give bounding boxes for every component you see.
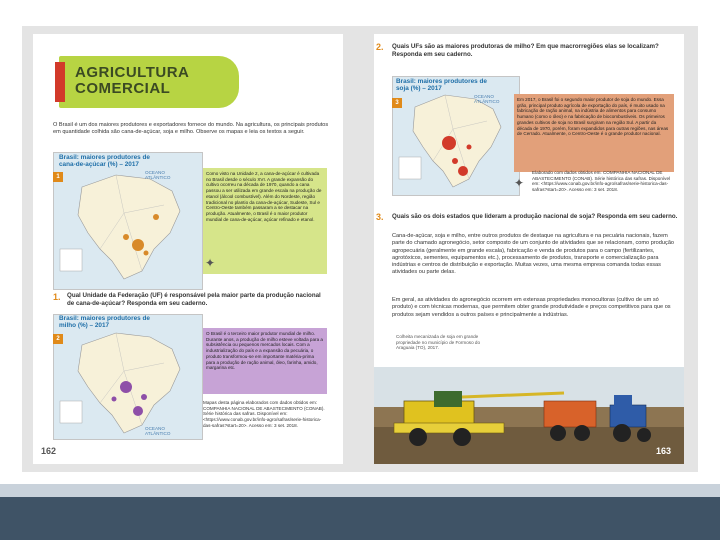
section-title — [75, 65, 189, 97]
title-line-1: AGRICULTURA — [75, 64, 190, 81]
map2-callout: O Brasil é o terceiro maior produtor mundial de milho. Durante anos, a produção de milho esteve voltada para a subsistência ou pequenos mercados locais. Com a industrialização do país e a expansão da pecuária, o produto transformou-se em importante matéria-prima para a produção de ração animal, óleo, farinha, amido, margarina etc. — [203, 328, 327, 394]
map3-ocean-label: OCEANO ATLÂNTICO — [474, 94, 500, 104]
map1-callout: Como visto na Unidade 2, a cana-de-açúcar é cultivada no Brasil desde o século XVI. A grande expansão do cultivo ocorreu na década de 1970, quando a cana passou a ser utilizada em grande escala na produção de etanol (álcool combustível). Além do Nordeste, região tradicional no plantio da cana-de-açúcar, Sudeste, Sul e Centro-Oeste também passaram a se destacar na produção. Atualmente, o Brasil é o maior produtor mundial de cana-de-açúcar, açúcar refinado e etanol. — [203, 168, 327, 274]
map1-title: Brasil: maiores produtores de cana-de-açúcar (%) – 2017 — [59, 154, 150, 169]
map3-production-marker — [442, 136, 456, 150]
map2-number: 2 — [53, 334, 63, 344]
question1-text: Qual Unidade da Federação (UF) é responsável pela maior parte da produção nacional de cana-de-açúcar? Responda em seu caderno. — [67, 292, 321, 307]
map1-number: 1 — [53, 172, 63, 182]
map2-production-marker — [120, 381, 132, 393]
harvester-illustration — [374, 367, 684, 464]
left-page — [33, 34, 343, 464]
map2-brazil-map — [54, 315, 202, 439]
question2-number: 2. — [376, 42, 384, 52]
right-page-number: 163 — [656, 446, 672, 456]
title-line-2: COMERCIAL — [75, 79, 171, 97]
map2-frame — [53, 314, 203, 440]
map3-number: 3 — [392, 98, 402, 108]
compass-rose-icon-right: ✦ — [514, 176, 525, 190]
map3-callout: Em 2017, o Brasil foi o segundo maior produtor de soja do mundo. Essa grão, principal produto agrícola de exportação do país, é muito usado na fabricação de ração animal, na indústria de alimentos para consumo humano (como o óleo) e na fabricação de biocombustíveis. Os primeiros grandes cultivos de soja no Brasil surgiram na região Sul. A partir da década de 1970, porém, foram expandidos para outras regiões, nas áreas de Cerrado. Atualmente, o Centro-Oeste é o grande produtor nacional. — [514, 94, 674, 172]
question1-number: 1. — [53, 292, 61, 302]
compass-rose-icon: ✦ — [205, 256, 216, 270]
question3-number: 3. — [376, 212, 384, 222]
question2-text: Quais UFs são as maiores produtoras de milho? Em que macrorregiões elas se localizam? Responda em seu caderno. — [392, 43, 659, 58]
left-page-number: 162 — [41, 446, 57, 456]
map1-legend — [60, 249, 82, 271]
map2-ocean-label: OCEANO ATLÂNTICO — [145, 426, 171, 436]
footer-bar — [0, 497, 720, 540]
map2-legend — [60, 401, 82, 423]
agribusiness-paragraph-2: Em geral, as atividades do agronegócio ocorrem em extensas propriedades monocultoras (cultivo de um só produto) e com técnicas modernas, que permitem obter grande produtividade e preços competitivos para que os produtos sejam vendidos a outros países e principalmente a indústrias. — [392, 297, 671, 318]
agribusiness-paragraph-1: Cana-de-açúcar, soja e milho, entre outros produtos de destaque na agricultura e na pecuária nacionais, fazem parte do chamado agronegócio, setor composto de um conjunto de atividades que se relacionam, como produção agropecuária (geralmente em grande escala), fabricação e venda de produtos para o campo (fertilizantes, agrotóxicos, sementes, equipamentos etc.), processamento de produtos, transporte e comercialização para indústrias e centros de distribuição e exportação. Muitas vezes, uma mesma empresa comanda todas essas atividades ou parte delas. — [392, 233, 675, 276]
right-page — [374, 34, 684, 464]
maps-source-note: Mapas desta página elaborados com dados obtidos em: COMPANHIA NACIONAL DE ABASTECIMENTO (CONAB). Série histórica das safras. Disponível em: <https://www.conab.gov.br/info-agro/safras/serie-historica-das-safras?start=20>. Acesso em: 3 set. 2018. — [203, 400, 325, 428]
footer-accent-bar — [0, 484, 720, 497]
map1-frame — [53, 152, 203, 290]
question3-text: Quais são os dois estados que lideram a produção nacional de soja? Responda em seu caderno. — [392, 213, 678, 220]
photo-caption: Colheita mecanizada de soja em grande propriedade no município de Formoso do Araguaia (TO), 2017. — [396, 334, 481, 351]
map1-brazil-map — [54, 153, 202, 289]
map1-production-marker — [132, 239, 144, 251]
map3-source-note: Elaborado com dados obtidos em: COMPANHIA NACIONAL DE ABASTECIMENTO (CONAB). Série histórica das safras. Disponível em: <https://www.conab.gov.br/info-agro/safras/serie-historica-das-safras?start=20>. Acesso em: 3 set. 2018. — [532, 170, 671, 193]
intro-text: O Brasil é um dos maiores produtores e exportadores fornece do mundo. Na agricultura, os principais produtos em quantidade colhida são cana-de-açúcar, soja e milho. Observe os mapas e leia os textos a seguir. — [53, 122, 329, 135]
map1-ocean-label: OCEANO ATLÂNTICO — [145, 170, 171, 180]
map3-title: Brasil: maiores produtores de soja (%) – 2017 — [396, 78, 487, 93]
harvest-photo — [374, 367, 684, 464]
map3-legend — [399, 157, 421, 179]
map2-title: Brasil: maiores produtores de milho (%) – 2017 — [59, 315, 150, 330]
